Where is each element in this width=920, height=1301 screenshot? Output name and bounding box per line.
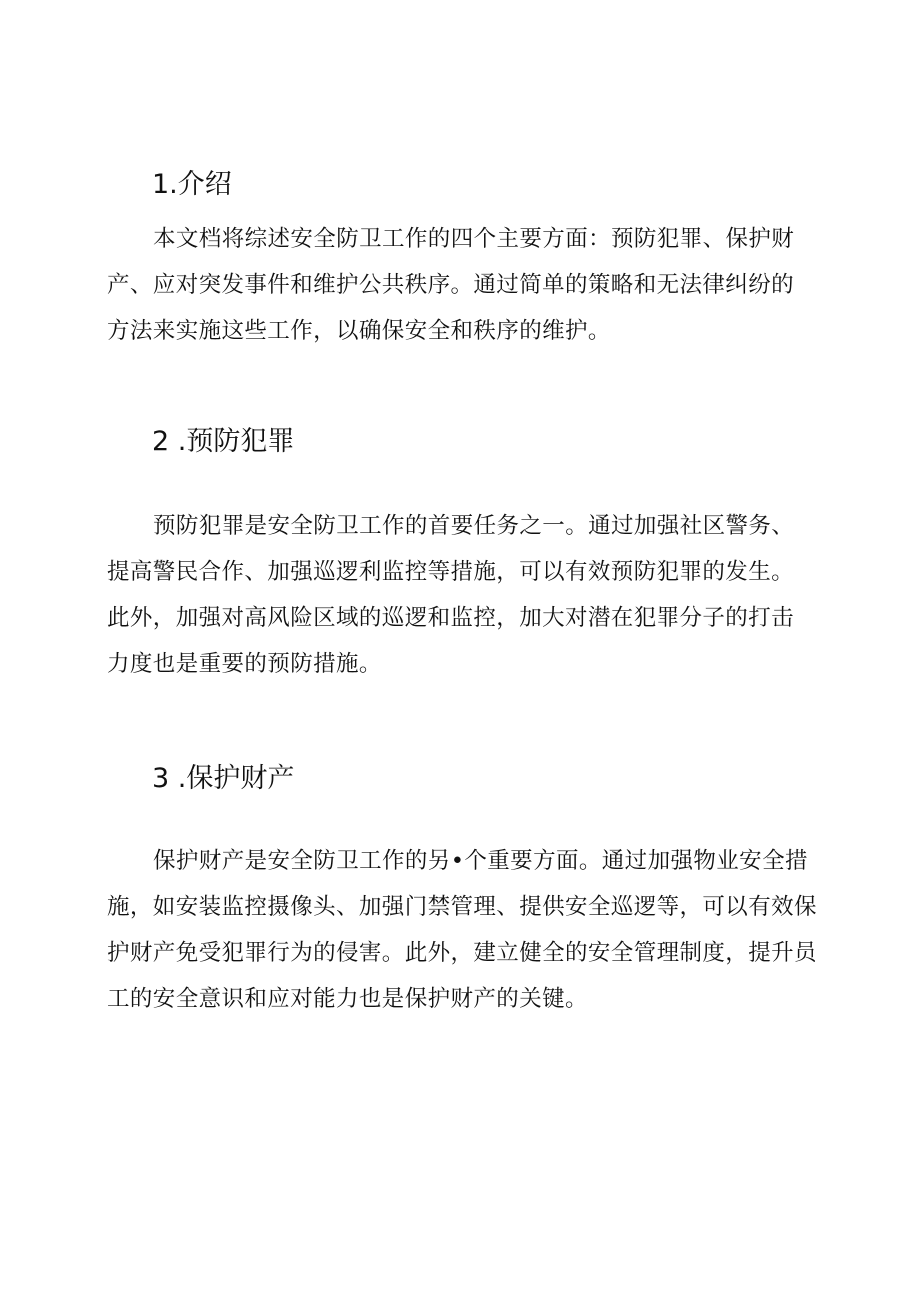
paragraph-line: 提高警民合作、加强巡逻利监控等措施，可以有效预防犯罪的发生。 (107, 559, 795, 585)
section-heading-crime-prevention: 2 .预防犯罪 (152, 426, 295, 457)
paragraph-line: 预防犯罪是安全防卫工作的首要任务之一。通过加强社区警务、 (153, 513, 795, 539)
paragraph-line: 产、应对突发事件和维护公共秩序。通过简单的策略和无法律纠纷的 (107, 272, 795, 298)
paragraph-line: 保护财产是安全防卫工作的另•个重要方面。通过加强物业安全措 (153, 848, 808, 874)
paragraph-line: 力度也是重要的预防措施。 (107, 651, 382, 677)
paragraph-line: 本文档将综述安全防卫工作的四个主要方面：预防犯罪、保护财 (153, 226, 795, 252)
paragraph-line: 此外，加强对高风险区域的巡逻和监控，加大对潜在犯罪分子的打击 (107, 605, 795, 631)
paragraph-line: 工的安全意识和应对能力也是保护财产的关键。 (107, 986, 588, 1012)
paragraph-line: 施，如安装监控摄像头、加强门禁管理、提供安全巡逻等，可以有效保 (107, 894, 817, 920)
paragraph-line: 护财产免受犯罪行为的侵害。此外，建立健全的安全管理制度，提升员 (107, 940, 817, 966)
section-paragraph-property-protection (107, 838, 817, 1022)
section-paragraph-crime-prevention (107, 503, 807, 687)
section-heading-intro: 1.介绍 (152, 169, 232, 200)
section-paragraph-intro (107, 216, 807, 354)
paragraph-line: 方法来实施这些工作，以确保安全和秩序的维护。 (107, 318, 611, 344)
section-heading-property-protection: 3 .保护财产 (152, 763, 295, 794)
